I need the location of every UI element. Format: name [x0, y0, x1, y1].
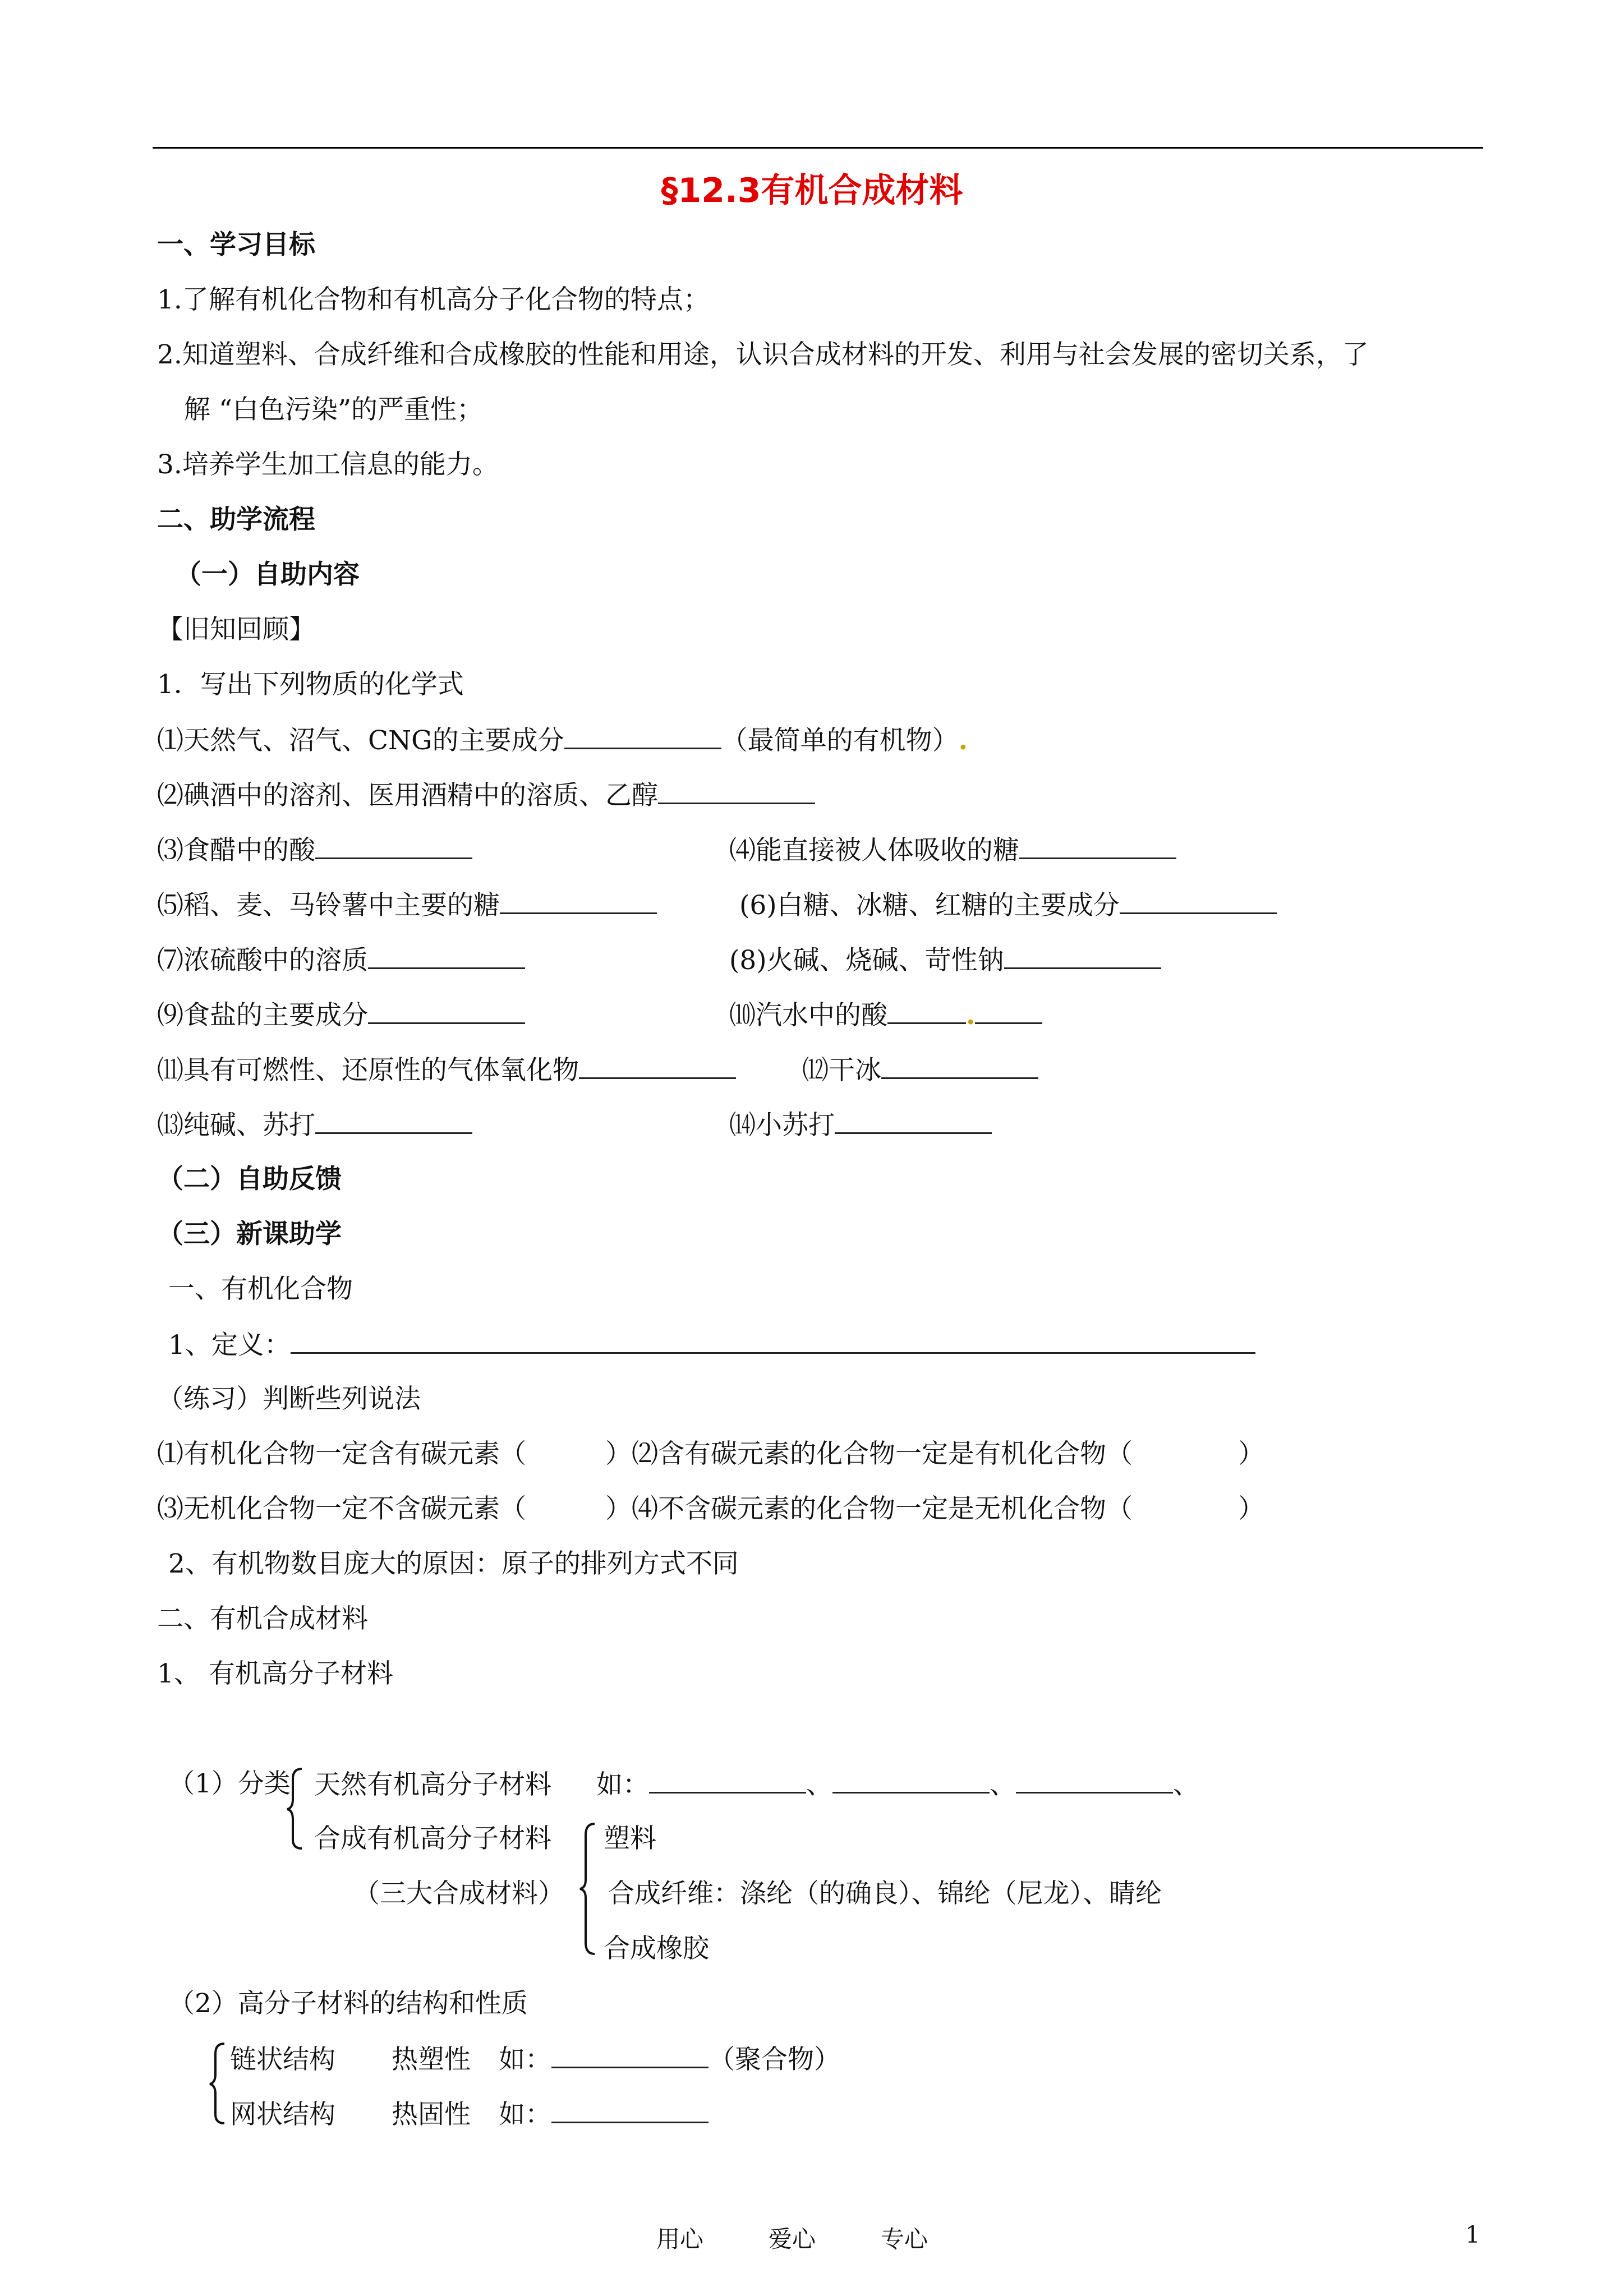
three-materials-label: （三大合成材料）	[353, 1878, 564, 1909]
brace-icon	[208, 2041, 228, 2126]
feedback-heading: （二）自助反馈	[157, 1164, 342, 1195]
answer-blank[interactable]	[500, 888, 657, 914]
classify-label: （1）分类	[168, 1768, 291, 1799]
natural-polymer-line: 天然有机高分子材料 如： 、 、 、	[314, 1767, 1199, 1802]
answer-blank[interactable]	[579, 1053, 736, 1079]
fill-item-11: ⑾具有可燃性、还原性的气体氧化物	[157, 1053, 736, 1087]
judge-line-2: ⑶无机化合物一定不含碳元素（ ）⑷不含碳元素的化合物一定是无机化合物（ ）	[157, 1493, 1264, 1524]
fill-item-5: ⑸稻、麦、马铃薯中主要的糖	[157, 888, 657, 923]
answer-blank[interactable]	[649, 1767, 806, 1794]
answer-blank[interactable]	[291, 1327, 1255, 1354]
objective-3: 3.培养学生加工信息的能力。	[157, 449, 499, 480]
brace-icon	[578, 1822, 598, 1956]
structure-heading: （2）高分子材料的结构和性质	[168, 1988, 528, 2019]
header-rule	[153, 147, 1483, 149]
footer-text-3: 专心	[881, 2225, 928, 2253]
definition-line: 1、定义：	[168, 1327, 1255, 1362]
objective-2: 2.知道塑料、合成纤维和合成橡胶的性能和用途，认识合成材料的开发、利用与社会发展的密切关系，了	[157, 339, 1369, 370]
fill-item-4: ⑷能直接被人体吸收的糖	[729, 833, 1176, 868]
fill-item-3: ⑶食醋中的酸	[157, 833, 472, 868]
answer-blank[interactable]	[1120, 888, 1277, 914]
self-help-heading: （一）自助内容	[175, 559, 360, 590]
synthetic-heading: 二、有机合成材料	[157, 1603, 368, 1634]
answer-blank[interactable]	[1019, 833, 1176, 859]
objective-2-cont: 解 “白色污染”的严重性；	[184, 394, 483, 425]
fill-item-2: ⑵碘酒中的溶剂、医用酒精中的溶质、乙醇	[157, 778, 815, 813]
answer-blank[interactable]	[368, 943, 525, 969]
objective-1: 1.了解有机化合物和有机高分子化合物的特点；	[157, 284, 710, 315]
answer-blank[interactable]	[564, 723, 721, 749]
fill-item-6: (6)白糖、冰糖、红糖的主要成分	[739, 888, 1277, 923]
chain-structure-line: 链状结构 热塑性 如： （聚合物）	[230, 2042, 840, 2077]
answer-blank[interactable]	[832, 1767, 990, 1794]
answer-blank[interactable]	[835, 1108, 992, 1134]
brace-icon	[285, 1767, 305, 1851]
reason-line: 2、有机物数目庞大的原因：原子的排列方式不同	[168, 1548, 739, 1579]
flow-heading: 二、助学流程	[157, 504, 315, 535]
footer-text-2: 爱心	[769, 2225, 816, 2253]
page-number: 1	[1465, 2221, 1480, 2248]
answer-blank[interactable]	[315, 833, 472, 859]
footer-text-1: 用心	[656, 2225, 704, 2253]
answer-blank[interactable]	[1004, 943, 1161, 969]
plastic-label: 塑料	[604, 1823, 656, 1854]
answer-blank[interactable]	[551, 2042, 709, 2068]
answer-blank[interactable]	[551, 2097, 709, 2123]
answer-blank[interactable]	[887, 998, 966, 1024]
synthetic-polymer-label: 合成有机高分子材料	[314, 1823, 551, 1854]
new-lesson-heading: （三）新课助学	[157, 1219, 342, 1250]
organic-heading: 一、有机化合物	[168, 1274, 353, 1304]
fill-item-7: ⑺浓硫酸中的溶质	[157, 943, 525, 978]
polymer-subheading: 1、 有机高分子材料	[157, 1658, 393, 1689]
fill-item-1: ⑴天然气、沼气、CNG的主要成分 （最简单的有机物）.	[157, 723, 968, 758]
fill-item-8: (8)火碱、烧碱、苛性钠	[729, 943, 1161, 978]
answer-blank[interactable]	[658, 778, 815, 804]
practice-heading: （练习）判断些列说法	[157, 1384, 421, 1414]
fill-item-14: ⒁小苏打	[729, 1108, 992, 1142]
answer-blank[interactable]	[1016, 1767, 1173, 1794]
answer-blank[interactable]	[881, 1053, 1038, 1079]
fiber-label: 合成纤维：涤纶（的确良）、锦纶（尼龙）、睛纶	[608, 1878, 1162, 1909]
review-heading: 【旧知回顾】	[157, 614, 315, 645]
fill-item-12: ⑿干冰	[802, 1053, 1038, 1087]
answer-blank[interactable]	[975, 998, 1042, 1024]
fill-item-13: ⒀纯碱、苏打	[157, 1108, 472, 1142]
rubber-label: 合成橡胶	[604, 1933, 709, 1964]
objectives-heading: 一、学习目标	[157, 229, 315, 260]
page-title: §12.3有机合成材料	[661, 171, 963, 210]
answer-blank[interactable]	[315, 1108, 472, 1134]
judge-line-1: ⑴有机化合物一定含有碳元素（ ）⑵含有碳元素的化合物一定是有机化合物（ ）	[157, 1439, 1264, 1469]
fill-item-10: ⑽汽水中的酸 .	[729, 998, 1042, 1032]
fill-item-9: ⑼食盐的主要成分	[157, 998, 525, 1032]
question-1: 1．写出下列物质的化学式	[157, 669, 464, 700]
answer-blank[interactable]	[368, 998, 525, 1024]
network-structure-line: 网状结构 热固性 如：	[230, 2097, 709, 2132]
